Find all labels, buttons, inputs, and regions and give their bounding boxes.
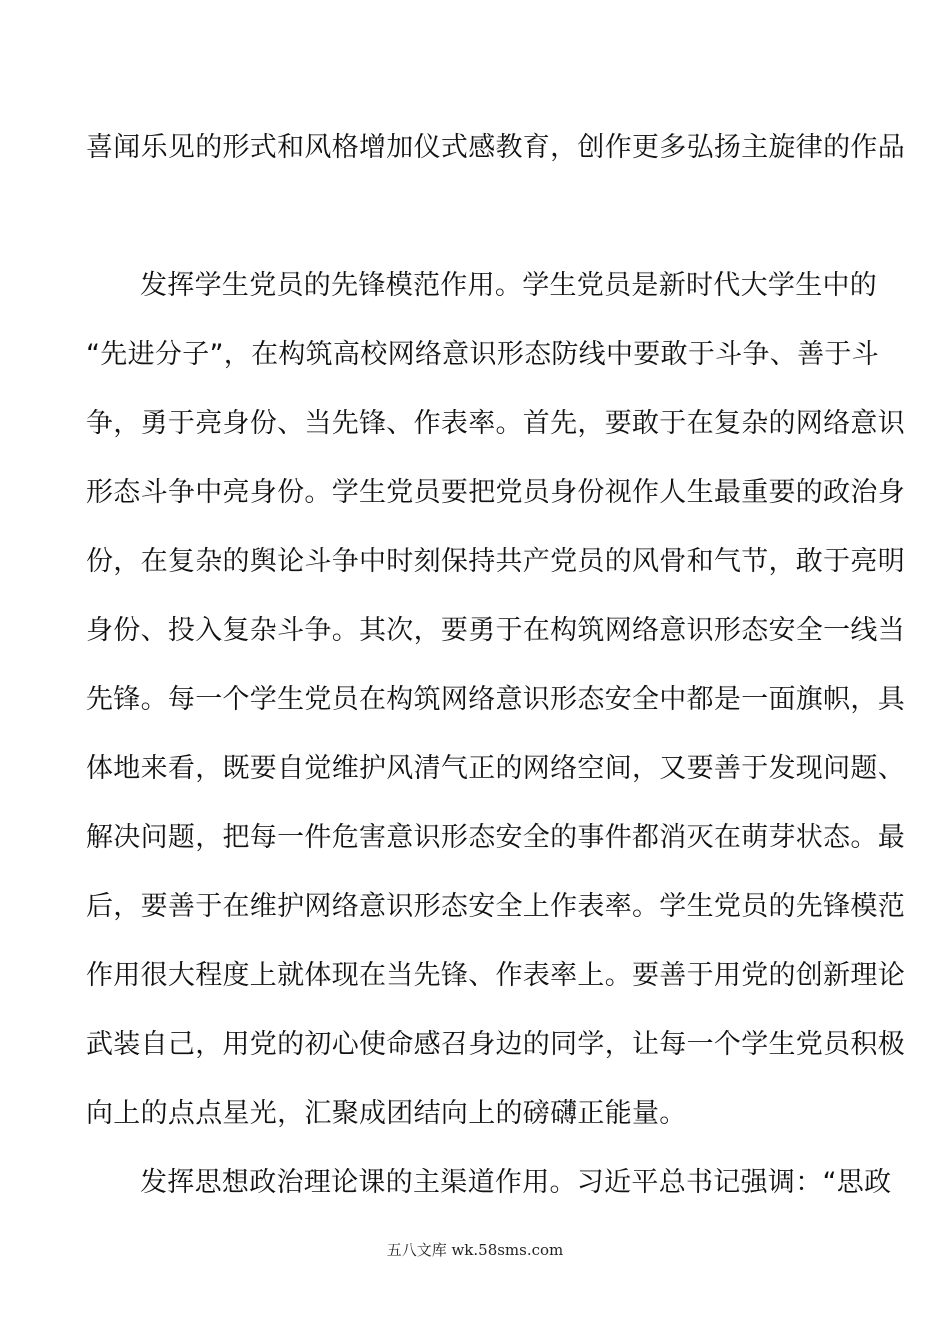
paragraph-heading-ideology-course: 发挥思想政治理论课的主渠道作用。习近平总书记强调：“思政 [140, 1167, 892, 1198]
text-line-14: 向上的点点星光，汇聚成团结向上的磅礴正能量。 [86, 1098, 687, 1129]
page-footer-watermark: 五八文库 wk.58sms.com [386, 1241, 564, 1259]
paragraph-heading-party-members: 发挥学生党员的先锋模范作用。学生党员是新时代大学生中的 [140, 270, 878, 301]
text-line-8: 先锋。每一个学生党员在构筑网络意识形态安全中都是一面旗帜，具 [86, 684, 905, 715]
text-line-13: 武装自己，用党的初心使命感召身边的同学，让每一个学生党员积极 [86, 1029, 905, 1060]
text-line-5: 形态斗争中亮身份。学生党员要把党员身份视作人生最重要的政治身 [86, 477, 905, 508]
text-line-12: 作用很大程度上就体现在当先锋、作表率上。要善于用党的创新理论 [86, 960, 905, 991]
text-line-10: 解决问题，把每一件危害意识形态安全的事件都消灭在萌芽状态。最 [86, 822, 905, 853]
text-line-3: “先进分子”，在构筑高校网络意识形态防线中要敢于斗争、善于斗 [86, 339, 879, 370]
text-line-4: 争，勇于亮身份、当先锋、作表率。首先，要敢于在复杂的网络意识 [86, 408, 905, 439]
text-line-6: 份，在复杂的舆论斗争中时刻保持共产党员的风骨和气节，敢于亮明 [86, 546, 905, 577]
text-line-9: 体地来看，既要自觉维护风清气正的网络空间，又要善于发现问题、 [86, 753, 905, 784]
text-line-1: 喜闻乐见的形式和风格增加仪式感教育，创作更多弘扬主旋律的作品 [86, 132, 905, 163]
text-line-7: 身份、投入复杂斗争。其次，要勇于在构筑网络意识形态安全一线当 [86, 615, 905, 646]
text-line-11: 后，要善于在维护网络意识形态安全上作表率。学生党员的先锋模范 [86, 891, 905, 922]
